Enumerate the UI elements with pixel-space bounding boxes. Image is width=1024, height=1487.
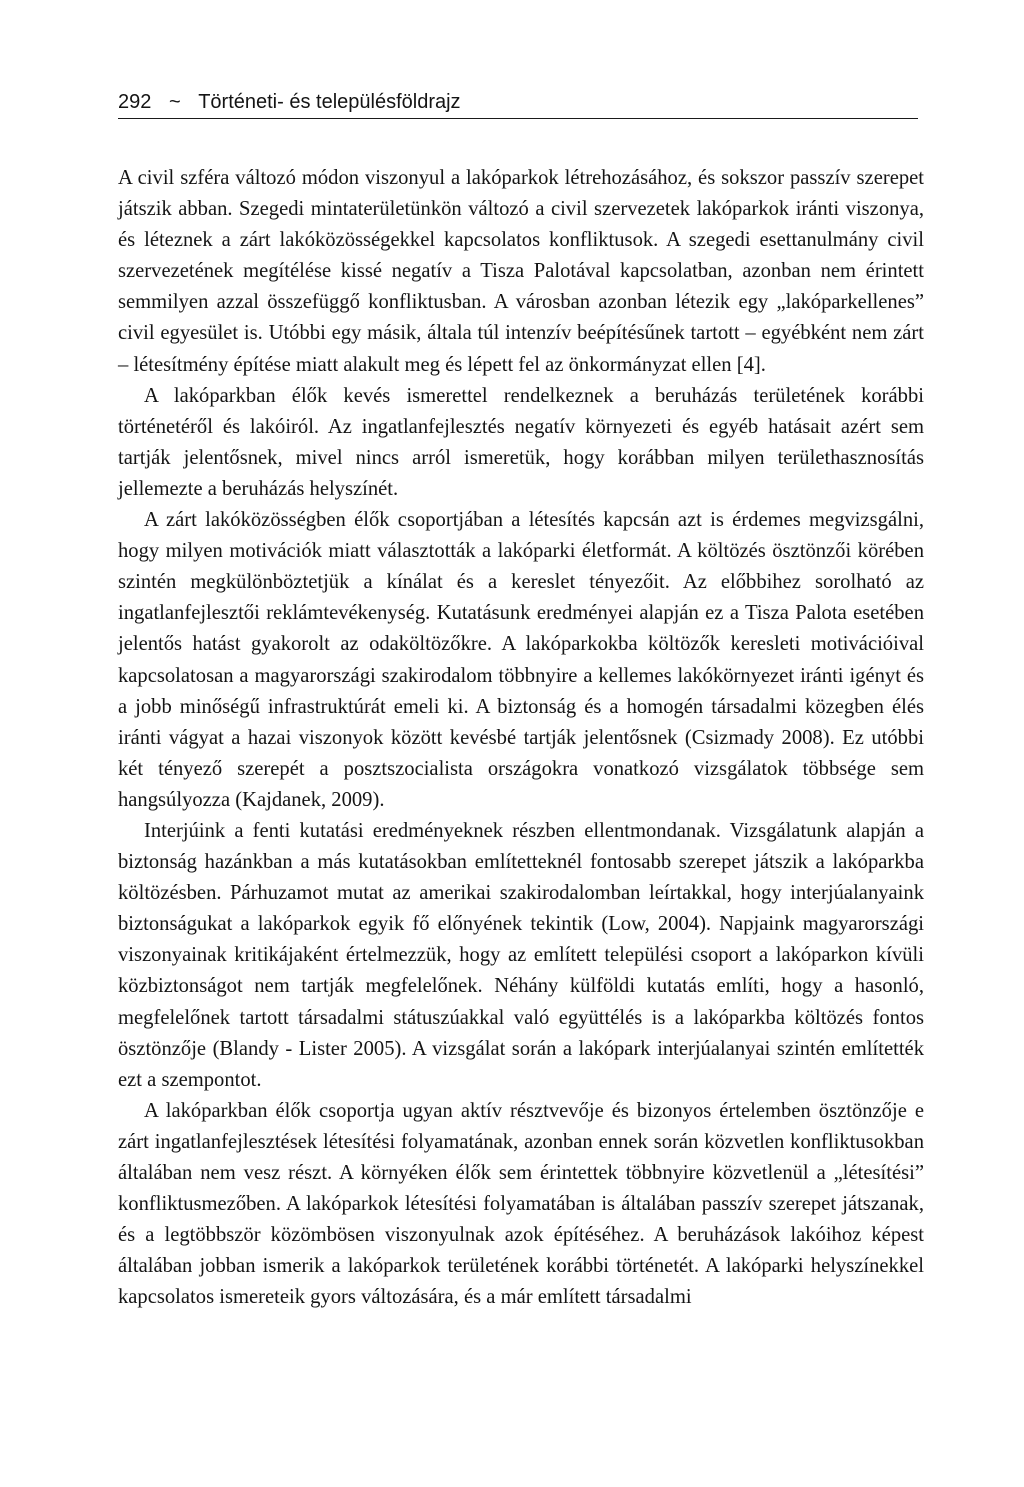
paragraph-4: Interjúink a fenti kutatási eredményeknek részben ellentmondanak. Vizsgálatunk alapján a biztonság hazánkban a más kutatásokban említetteknél fontosabb szerepet játszik a lakóparkba költözésben. Párhuzamot mutat az amerikai szakirodalomban leírtakkal, hogy interjúalanyaink biztonságukat a lakóparkok egyik fő előnyének tekintik (Low, 2004). Napjaink magyarországi viszonyainak kritikájaként értelmezzük, hogy az említett települési csoport a lakóparkon kívüli közbiztonságot nem tartják megfelelőnek. Néhány külföldi kutatás említi, hogy a hasonló, megfelelőnek tartott társadalmi státuszúakkal való együttélés is a lakóparkba költözés fontos ösztönzője (Blandy - Lister 2005). A vizsgálat során a lakópark interjúalanyai szintén említették ezt a szempontot. — [118, 819, 924, 1091]
paragraph-3: A zárt lakóközösségben élők csoportjában a létesítés kapcsán azt is érdemes megvizsgálni, hogy milyen motivációk miatt választották a lakóparki életformát. A költözés ösztönzői körében szintén megkülönböztetjük a kínálat és a kereslet tényezőit. Az előbbihez sorolható az ingatlanfejlesztői reklámtevékenység. Kutatásunk eredményei alapján ez a Tisza Palota esetében jelentős hatást gyakorolt az odaköltözőkre. A lakóparkokba költözők keresleti motivációival kapcsolatosan a magyarországi szakirodalom többnyire a kellemes lakókörnyezet iránti igényt és a jobb minőségű infrastruktúrát emeli ki. A biztonság és a homogén társadalmi közegben élés iránti vágyat a hazai viszonyok között kevésbé tartják jelentősnek (Csizmady 2008). Ez utóbbi két tényező szerepét a posztszocialista országokra vonatkozó vizsgálatok többsége sem hangsúlyozza (Kajdanek, 2009). — [118, 509, 924, 811]
paragraph-5: A lakóparkban élők csoportja ugyan aktív résztvevője és bizonyos értelemben ösztönzője e zárt ingatlanfejlesztések létesítési folyamatának, azonban ennek során közvetlen konfliktusokban általában nem vesz részt. A környéken élők sem érintettek többnyire közvetlenül a „létesítési” konfliktusmezőben. A lakóparkok létesítési folyamatában is általában passzív szerepet játszanak, és a legtöbbször közömbösen viszonyulnak azok építéséhez. A beruházások lakóihoz képest általában jobban ismerik a lakóparkok területének korábbi történetét. A lakóparki helyszínekkel kapcsolatos ismereteik gyors változására, és a már említett társadalmi — [118, 1099, 924, 1309]
paragraph-2: A lakóparkban élők kevés ismerettel rendelkeznek a beruházás területének korábbi történetéről és lakóiról. Az ingatlanfejlesztés negatív környezeti és egyéb hatásait azért sem tartják jelentősnek, mivel nincs arról ismeretük, hogy korábban milyen területhasznosítás jellemezte a beruházás helyszínét. — [118, 384, 924, 500]
running-header — [118, 86, 918, 119]
running-title: Történeti- és településföldrajz — [198, 91, 461, 113]
paragraph-1: A civil szféra változó módon viszonyul a lakóparkok létrehozásához, és sokszor passzív szerepet játszik abban. Szegedi mintaterületünkön változó a civil szervezetek lakóparkok iránti viszonya, és léteznek a zárt lakóközösségekkel kapcsolatos konfliktusok. A szegedi esettanulmány civil szervezetének megítélése kissé negatív a Tisza Palotával kapcsolatban, azonban nem érintett semmilyen azzal összefüggő konfliktusban. A városban azonban létezik egy „lakóparkellenes” civil egyesület is. Utóbbi egy másik, általa túl intenzív beépítésűnek tartott – egyébként nem zárt – létesítmény építése miatt alakult meg és lépett fel az önkormányzat ellen [4]. — [118, 167, 924, 376]
page-number: 292 — [118, 91, 152, 113]
header-separator: ~ — [168, 91, 181, 113]
body-text — [118, 163, 924, 1313]
